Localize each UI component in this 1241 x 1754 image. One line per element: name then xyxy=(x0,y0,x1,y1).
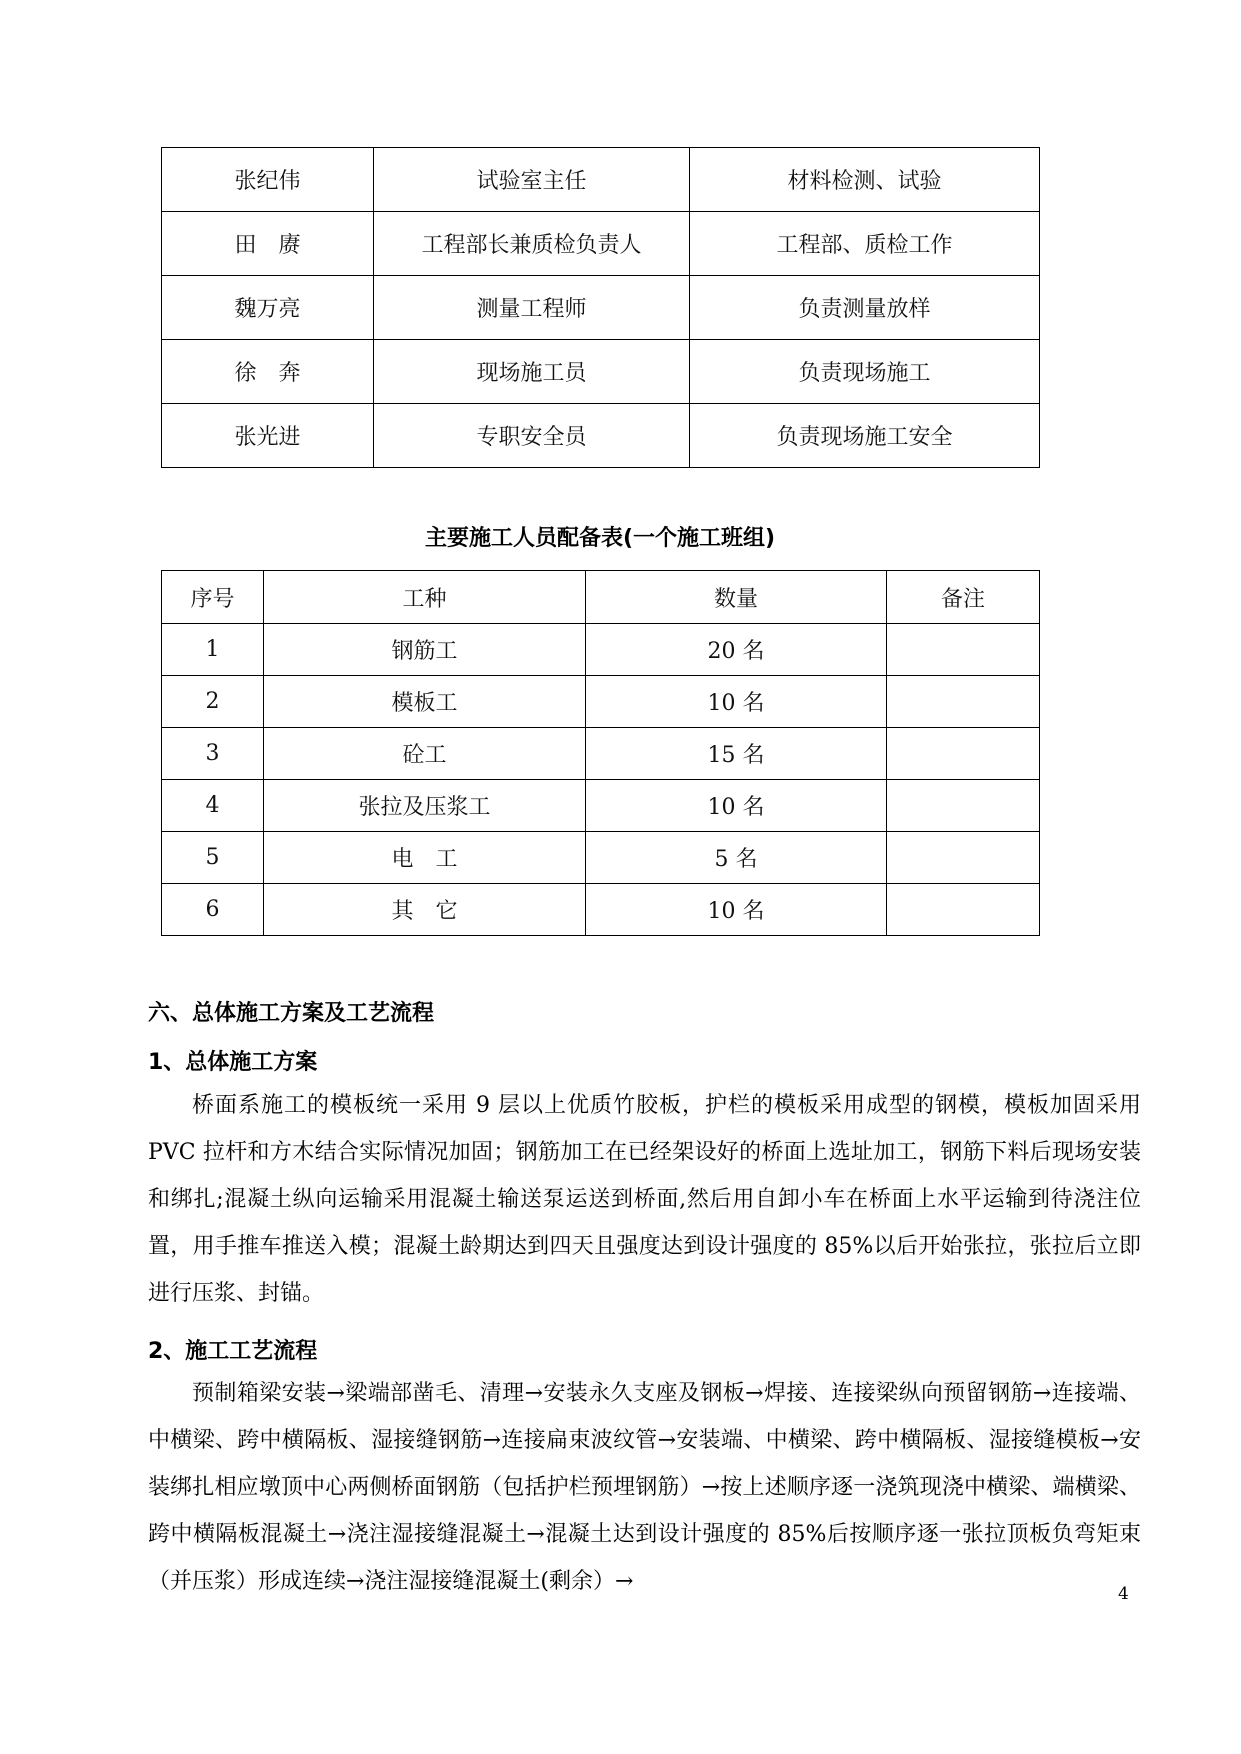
section-heading: 六、总体施工方案及工艺流程 xyxy=(148,1001,435,1026)
staff-duty: 负责现场施工安全 xyxy=(690,404,1040,468)
table-row xyxy=(162,832,1040,884)
staff-position: 专职安全员 xyxy=(374,404,690,468)
staff-position: 现场施工员 xyxy=(374,340,690,404)
staff-name: 张光进 xyxy=(162,404,374,468)
staff-duty: 工程部、质检工作 xyxy=(690,212,1040,276)
table-row xyxy=(162,676,1040,728)
cell-quantity: 15 名 xyxy=(586,728,887,780)
cell-trade: 其 它 xyxy=(264,884,586,936)
cell-remarks xyxy=(887,832,1040,884)
table-row xyxy=(162,728,1040,780)
table-row xyxy=(162,276,1040,340)
cell-index: 1 xyxy=(162,624,264,676)
cell-trade: 张拉及压浆工 xyxy=(264,780,586,832)
table-row xyxy=(162,780,1040,832)
table-row xyxy=(162,884,1040,936)
cell-index: 5 xyxy=(162,832,264,884)
table-row xyxy=(162,404,1040,468)
table-row xyxy=(162,148,1040,212)
cell-quantity: 20 名 xyxy=(586,624,887,676)
table-row xyxy=(162,340,1040,404)
staff-name: 田 赓 xyxy=(162,212,374,276)
staff-name: 徐 奔 xyxy=(162,340,374,404)
cell-index: 3 xyxy=(162,728,264,780)
staff-duty: 负责现场施工 xyxy=(690,340,1040,404)
plan-paragraph: 桥面系施工的模板统一采用 9 层以上优质竹胶板，护栏的模板采用成型的钢模，模板加固采用 PVC 拉杆和方木结合实际情况加固；钢筋加工在已经架设好的桥面上选址加工，钢筋下料后现场安装和绑扎;混凝土纵向运输采用混凝土输送泵运送到桥面,然后用自卸小车在桥面上水平运输到待浇注位置，用手推车推送入模；混凝土龄期达到四天且强度达到设计强度的 85%以后开始张拉，张拉后立即进行压浆、封锚。 xyxy=(148,1093,1141,1306)
staff-name: 张纪伟 xyxy=(162,148,374,212)
header-remarks: 备注 xyxy=(887,571,1040,624)
table-header-row xyxy=(162,571,1040,624)
staff-name: 魏万亮 xyxy=(162,276,374,340)
staff-table xyxy=(161,147,1040,468)
crew-table-caption: 主要施工人员配备表(一个施工班组) xyxy=(424,526,776,551)
cell-remarks xyxy=(887,780,1040,832)
staff-position: 工程部长兼质检负责人 xyxy=(374,212,690,276)
process-paragraph: 预制箱梁安装→梁端部凿毛、清理→安装永久支座及钢板→焊接、连接梁纵向预留钢筋→连接端、中横梁、跨中横隔板、湿接缝钢筋→连接扁束波纹管→安装端、中横梁、跨中横隔板、湿接缝模板→安装绑扎相应墩顶中心两侧桥面钢筋（包括护栏预埋钢筋）→按上述顺序逐一浇筑现浇中横梁、端横梁、跨中横隔板混凝土→浇注湿接缝混凝土→混凝土达到设计强度的 85%后按顺序逐一张拉顶板负弯矩束（并压浆）形成连续→浇注湿接缝混凝土(剩余）→ xyxy=(148,1381,1141,1594)
header-index: 序号 xyxy=(162,571,264,624)
cell-quantity: 10 名 xyxy=(586,780,887,832)
staff-duty: 负责测量放样 xyxy=(690,276,1040,340)
cell-index: 2 xyxy=(162,676,264,728)
cell-quantity: 5 名 xyxy=(586,832,887,884)
table-row xyxy=(162,212,1040,276)
header-quantity: 数量 xyxy=(586,571,887,624)
cell-trade: 砼工 xyxy=(264,728,586,780)
crew-table xyxy=(161,570,1040,936)
subsection-heading: 2、施工工艺流程 xyxy=(148,1339,318,1364)
staff-position: 测量工程师 xyxy=(374,276,690,340)
cell-quantity: 10 名 xyxy=(586,884,887,936)
cell-index: 6 xyxy=(162,884,264,936)
staff-duty: 材料检测、试验 xyxy=(690,148,1040,212)
table-row xyxy=(162,624,1040,676)
page-number: 4 xyxy=(1118,1584,1129,1604)
cell-trade: 钢筋工 xyxy=(264,624,586,676)
cell-remarks xyxy=(887,676,1040,728)
cell-trade: 电 工 xyxy=(264,832,586,884)
subsection-heading: 1、总体施工方案 xyxy=(148,1050,318,1075)
cell-remarks xyxy=(887,884,1040,936)
cell-trade: 模板工 xyxy=(264,676,586,728)
cell-index: 4 xyxy=(162,780,264,832)
header-trade: 工种 xyxy=(264,571,586,624)
cell-quantity: 10 名 xyxy=(586,676,887,728)
cell-remarks xyxy=(887,624,1040,676)
cell-remarks xyxy=(887,728,1040,780)
staff-position: 试验室主任 xyxy=(374,148,690,212)
